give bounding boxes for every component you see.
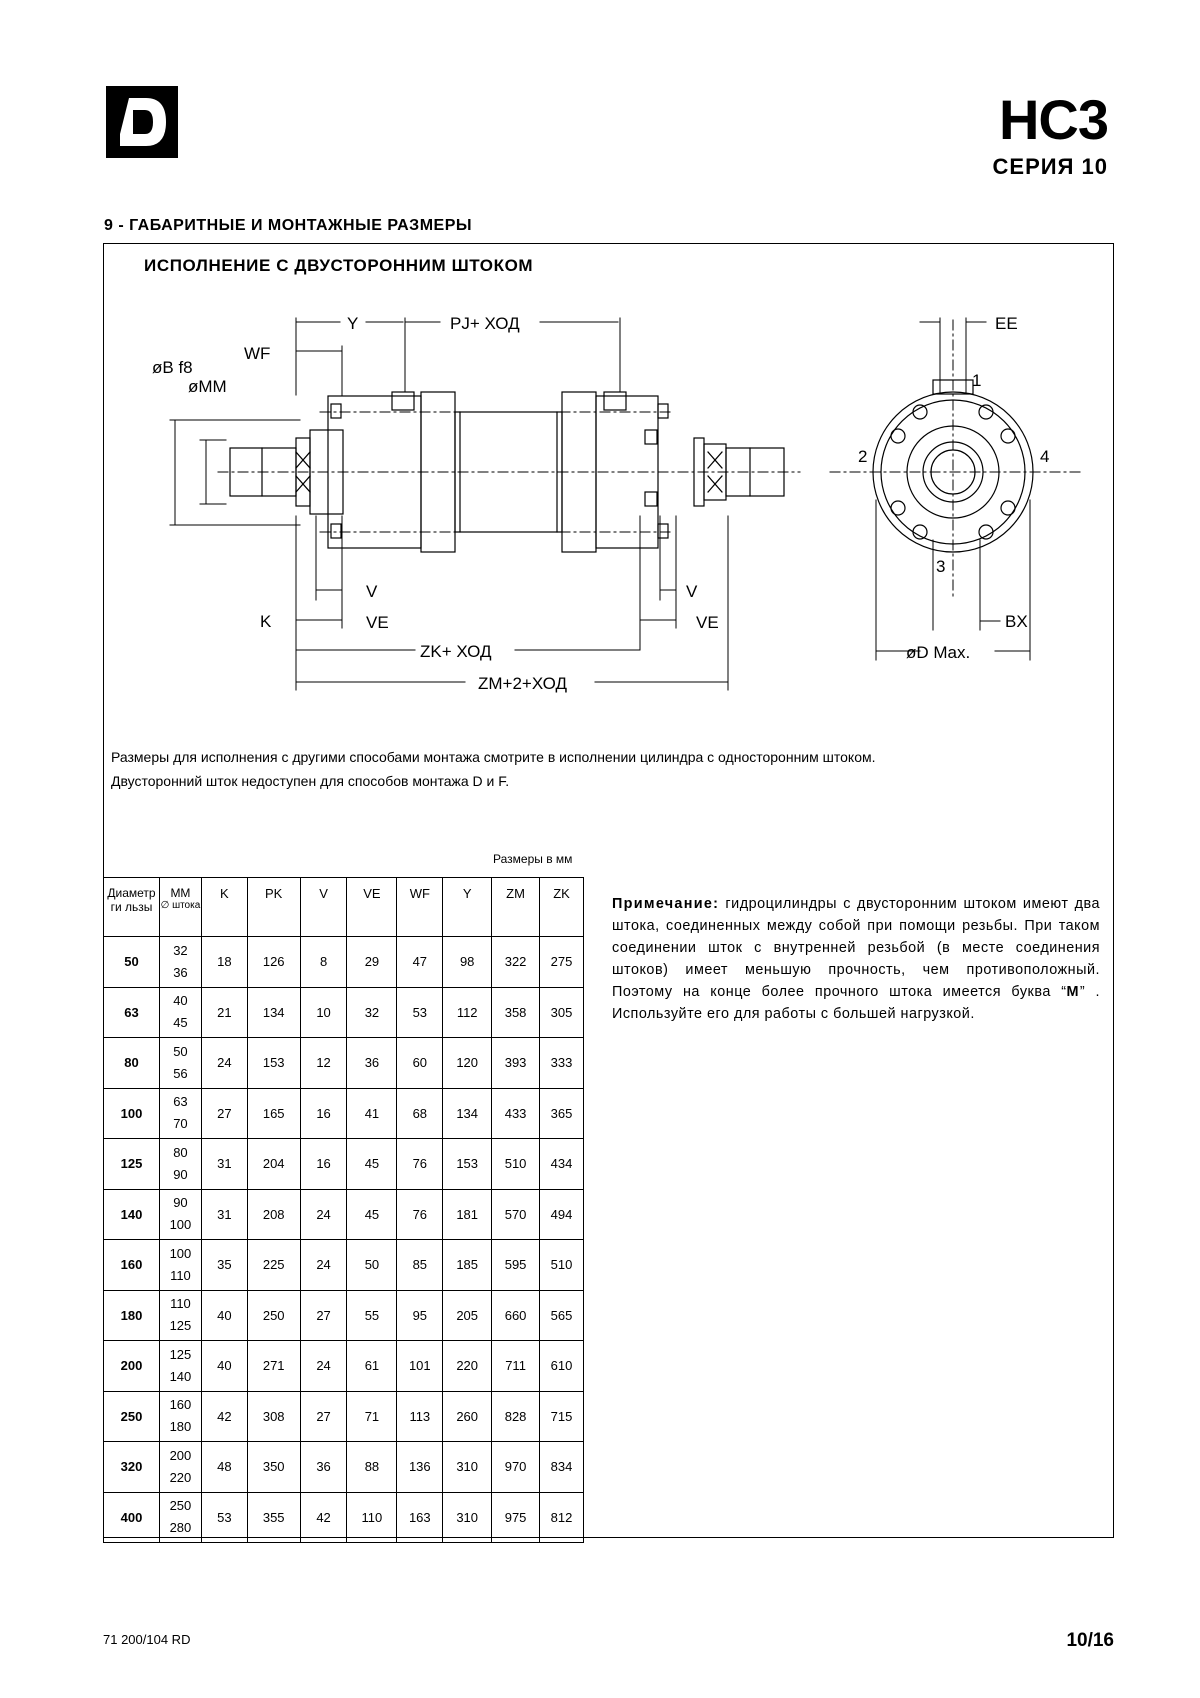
cell-rod2: 180: [169, 1419, 192, 1435]
label-port-3: 3: [936, 557, 946, 576]
cell-rod2: 100: [169, 1217, 192, 1233]
cell-bore: 125: [104, 1139, 160, 1190]
cell-k: 18: [201, 937, 247, 988]
cell-zm: 970: [492, 1442, 540, 1493]
cell-v: 8: [300, 937, 347, 988]
cell-pk: 153: [247, 1038, 300, 1089]
cell-zm: 358: [492, 987, 540, 1038]
cell-zk: 715: [540, 1391, 584, 1442]
cell-ve: 71: [347, 1391, 397, 1442]
cell-pk: 165: [247, 1088, 300, 1139]
cell-bore: 160: [104, 1240, 160, 1291]
cell-ve: 88: [347, 1442, 397, 1493]
cell-zm: 975: [492, 1492, 540, 1543]
cell-wf: 136: [397, 1442, 443, 1493]
cell-rod1: 90: [173, 1195, 188, 1211]
cell-pk: 126: [247, 937, 300, 988]
cell-y: 112: [443, 987, 492, 1038]
cell-y: 205: [443, 1290, 492, 1341]
cell-wf: 95: [397, 1290, 443, 1341]
cell-k: 31: [201, 1189, 247, 1240]
cell-y: 185: [443, 1240, 492, 1291]
cell-k: 48: [201, 1442, 247, 1493]
label-bf8: øB f8: [152, 358, 193, 377]
cell-v: 12: [300, 1038, 347, 1089]
rod-note: [612, 893, 1100, 1025]
cell-y: 220: [443, 1341, 492, 1392]
cell-bore: 50: [104, 937, 160, 988]
cell-pk: 308: [247, 1391, 300, 1442]
cell-wf: 53: [397, 987, 443, 1038]
cell-k: 24: [201, 1038, 247, 1089]
cell-rod1: 50: [173, 1043, 188, 1059]
cell-rod2: 45: [173, 1015, 188, 1031]
cell-rod1: 110: [170, 1296, 191, 1312]
table-row: [104, 1088, 584, 1139]
cell-ve: 110: [347, 1492, 397, 1543]
cell-ve: 45: [347, 1189, 397, 1240]
cell-y: 98: [443, 937, 492, 988]
cell-v: 16: [300, 1139, 347, 1190]
cell-pk: 204: [247, 1139, 300, 1190]
col-bore: Диаметр ги льзы: [104, 878, 160, 937]
note-text-2: ” . Используйте его для работы с большей нагрузкой.: [612, 984, 1100, 1022]
cell-rod: [159, 1442, 201, 1493]
drawing-notes: [111, 745, 876, 793]
note-letter: M: [1066, 984, 1080, 1000]
col-y: Y: [443, 878, 492, 937]
label-bx: BX: [1005, 612, 1028, 631]
cell-rod2: 140: [169, 1368, 192, 1384]
table-row: [104, 937, 584, 988]
cell-rod1: 100: [169, 1245, 192, 1261]
label-port-2: 2: [858, 447, 868, 466]
cell-rod1: 250: [169, 1498, 192, 1514]
cell-rod1: 125: [169, 1346, 192, 1362]
cell-zm: 595: [492, 1240, 540, 1291]
table-row: [104, 1139, 584, 1190]
cell-pk: 350: [247, 1442, 300, 1493]
cell-ve: 29: [347, 937, 397, 988]
cell-rod: [159, 1391, 201, 1442]
cell-rod1: 40: [173, 993, 188, 1009]
label-y: Y: [347, 314, 359, 333]
drawing-title: ИСПОЛНЕНИЕ С ДВУСТОРОННИМ ШТОКОМ: [144, 256, 534, 275]
label-ee: EE: [995, 314, 1018, 333]
cell-zm: 711: [492, 1341, 540, 1392]
note-line-2: Двусторонний шток недоступен для способов монтажа D и F.: [111, 773, 510, 789]
cell-pk: 271: [247, 1341, 300, 1392]
cell-ve: 45: [347, 1139, 397, 1190]
cell-wf: 68: [397, 1088, 443, 1139]
table-row: [104, 1240, 584, 1291]
label-zk: ZK+ ХОД: [420, 642, 492, 661]
cell-wf: 60: [397, 1038, 443, 1089]
units-label: Размеры в мм: [493, 852, 573, 866]
cell-zk: 565: [540, 1290, 584, 1341]
cell-wf: 76: [397, 1189, 443, 1240]
cell-rod2: 220: [169, 1469, 192, 1485]
cell-zm: 322: [492, 937, 540, 988]
col-ve: VE: [347, 878, 397, 937]
note-label: Примечание:: [612, 896, 720, 912]
cell-v: 24: [300, 1189, 347, 1240]
cell-rod2: 70: [173, 1116, 188, 1132]
series-label: СЕРИЯ 10: [992, 154, 1108, 179]
col-zk: ZK: [540, 878, 584, 937]
cell-zm: 660: [492, 1290, 540, 1341]
cell-bore: 320: [104, 1442, 160, 1493]
cell-rod: [159, 1341, 201, 1392]
label-port-4: 4: [1040, 447, 1050, 466]
cell-rod1: 200: [169, 1447, 192, 1463]
cell-ve: 36: [347, 1038, 397, 1089]
cell-k: 31: [201, 1139, 247, 1190]
cell-y: 310: [443, 1442, 492, 1493]
cell-k: 27: [201, 1088, 247, 1139]
cell-bore: 250: [104, 1391, 160, 1442]
table-row: [104, 1492, 584, 1543]
cell-ve: 41: [347, 1088, 397, 1139]
label-port-1: 1: [972, 371, 982, 390]
cell-bore: 400: [104, 1492, 160, 1543]
cell-zk: 610: [540, 1341, 584, 1392]
cell-wf: 85: [397, 1240, 443, 1291]
page-number: 10/16: [1066, 1630, 1114, 1651]
label-mm: øMM: [188, 377, 227, 396]
cell-v: 27: [300, 1391, 347, 1442]
label-pj: PJ+ ХОД: [450, 314, 520, 333]
cell-zk: 365: [540, 1088, 584, 1139]
table-row: [104, 1391, 584, 1442]
cell-v: 10: [300, 987, 347, 1038]
cell-rod1: 160: [169, 1397, 192, 1413]
cell-k: 21: [201, 987, 247, 1038]
col-rod: MM ∅ штока: [159, 878, 201, 937]
cell-wf: 47: [397, 937, 443, 988]
cell-k: 35: [201, 1240, 247, 1291]
label-v-left: V: [366, 582, 378, 601]
table-row: [104, 1341, 584, 1392]
product-name: HC3: [998, 88, 1108, 151]
cell-k: 40: [201, 1290, 247, 1341]
cell-rod: [159, 1492, 201, 1543]
cell-wf: 163: [397, 1492, 443, 1543]
cell-rod1: 80: [173, 1144, 188, 1160]
cell-rod: [159, 1038, 201, 1089]
cell-zm: 393: [492, 1038, 540, 1089]
cell-pk: 355: [247, 1492, 300, 1543]
cell-ve: 50: [347, 1240, 397, 1291]
cell-y: 120: [443, 1038, 492, 1089]
brand-logo-icon: [106, 86, 178, 158]
right-rod: [726, 448, 784, 496]
cell-pk: 208: [247, 1189, 300, 1240]
col-pk: PK: [247, 878, 300, 937]
cell-rod: [159, 937, 201, 988]
cell-v: 24: [300, 1240, 347, 1291]
cell-zk: 305: [540, 987, 584, 1038]
cell-wf: 101: [397, 1341, 443, 1392]
cell-rod: [159, 1139, 201, 1190]
cell-rod1: 63: [173, 1094, 188, 1110]
cell-zk: 434: [540, 1139, 584, 1190]
cell-zm: 828: [492, 1391, 540, 1442]
cell-rod: [159, 987, 201, 1038]
cell-rod2: 36: [173, 964, 188, 980]
col-zm: ZM: [492, 878, 540, 937]
cell-bore: 63: [104, 987, 160, 1038]
cell-rod2: 280: [169, 1520, 192, 1536]
cell-zk: 812: [540, 1492, 584, 1543]
cell-v: 16: [300, 1088, 347, 1139]
dimensions-table: [103, 877, 584, 1543]
cell-ve: 61: [347, 1341, 397, 1392]
label-zm: ZM+2+ХОД: [478, 674, 567, 693]
cell-zk: 333: [540, 1038, 584, 1089]
table-row: [104, 987, 584, 1038]
cell-rod2: 110: [170, 1267, 191, 1283]
cell-rod1: 32: [173, 942, 188, 958]
cell-y: 153: [443, 1139, 492, 1190]
cell-bore: 180: [104, 1290, 160, 1341]
table-row: [104, 1442, 584, 1493]
table-row: [104, 1038, 584, 1089]
cell-rod2: 90: [173, 1166, 188, 1182]
cell-ve: 32: [347, 987, 397, 1038]
label-v-right: V: [686, 582, 698, 601]
cell-y: 181: [443, 1189, 492, 1240]
table-row: [104, 1290, 584, 1341]
cell-zk: 494: [540, 1189, 584, 1240]
cell-bore: 140: [104, 1189, 160, 1240]
cell-zm: 433: [492, 1088, 540, 1139]
cell-zk: 510: [540, 1240, 584, 1291]
note-text-1: гидроцилиндры с двусторонним штоком имеют два штока, соединенных между собой при помощи резьбы. При таком соединении шток с внутренней резьбой (в месте соединения штоков) имеет меньшую прочность, чем противоположный. Поэтому на конце более прочного штока имеется буква “: [612, 896, 1100, 1000]
table-header-row: [104, 878, 584, 937]
cell-bore: 200: [104, 1341, 160, 1392]
cell-k: 42: [201, 1391, 247, 1442]
label-dmax: øD Max.: [906, 643, 971, 662]
cell-v: 36: [300, 1442, 347, 1493]
cell-rod: [159, 1189, 201, 1240]
note-line-1: Размеры для исполнения с другими способами монтажа смотрите в исполнении цилиндра с односторонним штоком.: [111, 749, 876, 765]
cell-rod: [159, 1240, 201, 1291]
cell-pk: 134: [247, 987, 300, 1038]
cell-zm: 570: [492, 1189, 540, 1240]
label-wf: WF: [244, 344, 271, 363]
section-title: 9 - ГАБАРИТНЫЕ И МОНТАЖНЫЕ РАЗМЕРЫ: [104, 217, 473, 234]
cell-rod: [159, 1290, 201, 1341]
cell-v: 27: [300, 1290, 347, 1341]
label-ve-left: VE: [366, 613, 389, 632]
table-row: [104, 1189, 584, 1240]
cell-pk: 250: [247, 1290, 300, 1341]
cell-rod: [159, 1088, 201, 1139]
cell-v: 24: [300, 1341, 347, 1392]
col-k: K: [201, 878, 247, 937]
cell-zm: 510: [492, 1139, 540, 1190]
cell-bore: 100: [104, 1088, 160, 1139]
col-v: V: [300, 878, 347, 937]
cell-v: 42: [300, 1492, 347, 1543]
cell-pk: 225: [247, 1240, 300, 1291]
cell-wf: 76: [397, 1139, 443, 1190]
document-code: 71 200/104 RD: [103, 1632, 191, 1647]
cell-wf: 113: [397, 1391, 443, 1442]
cell-y: 134: [443, 1088, 492, 1139]
cell-y: 260: [443, 1391, 492, 1442]
cell-bore: 80: [104, 1038, 160, 1089]
label-ve-right: VE: [696, 613, 719, 632]
cell-k: 53: [201, 1492, 247, 1543]
label-k: K: [260, 612, 272, 631]
cell-k: 40: [201, 1341, 247, 1392]
col-wf: WF: [397, 878, 443, 937]
cell-rod2: 125: [169, 1318, 192, 1334]
cell-zk: 275: [540, 937, 584, 988]
cell-rod2: 56: [173, 1065, 188, 1081]
cell-zk: 834: [540, 1442, 584, 1493]
cylinder-drawing: [120, 300, 1100, 700]
cell-ve: 55: [347, 1290, 397, 1341]
cell-y: 310: [443, 1492, 492, 1543]
